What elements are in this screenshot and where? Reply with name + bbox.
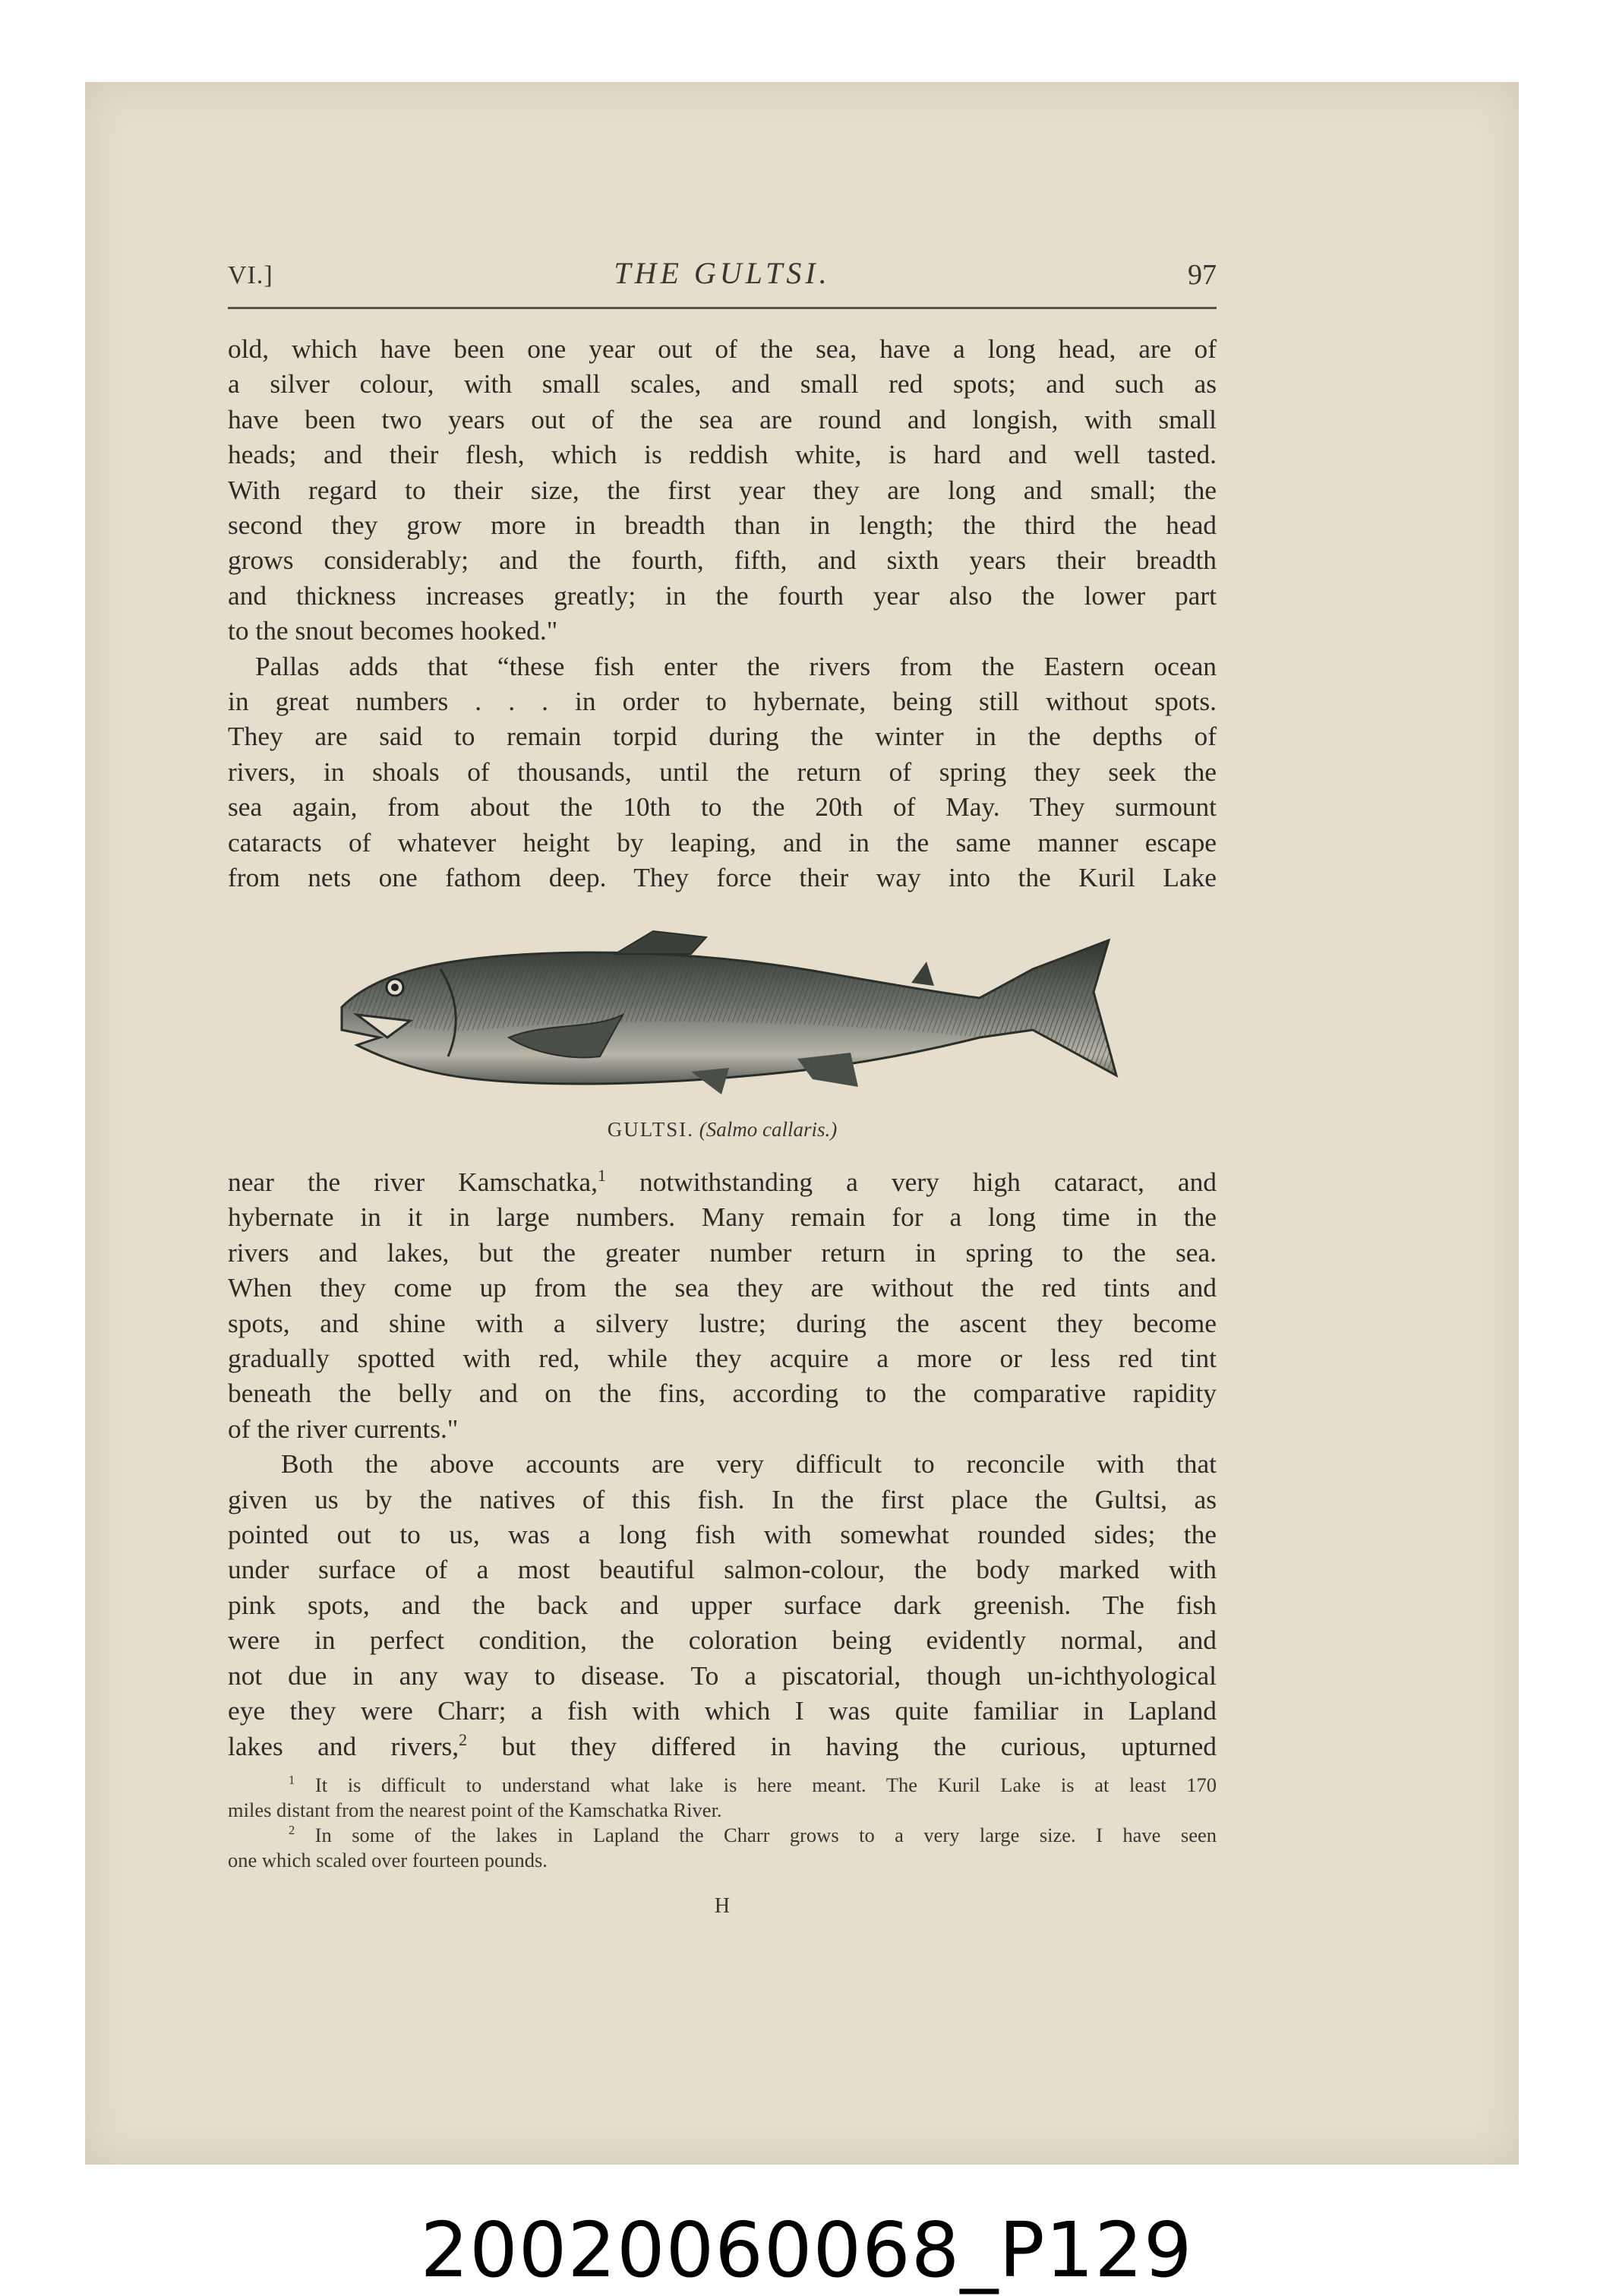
text-block-bottom xyxy=(228,1164,1217,1764)
fish-illustration xyxy=(327,924,1154,1106)
text-line: in great numbers . . . in order to hybernate, being still without spots. xyxy=(228,686,1217,717)
text-line: heads; and their flesh, which is reddish white, is hard and well tasted. xyxy=(228,439,1217,470)
text-span: lakes and rivers, xyxy=(228,1730,459,1761)
chapter-marker: VI.] xyxy=(228,261,273,289)
text-line: cataracts of whatever height by leaping, and in the same manner escape xyxy=(228,826,1217,857)
text-line: rivers and lakes, but the greater number return in spring to the sea. xyxy=(228,1236,1217,1268)
footnote-line: miles distant from the nearest point of the Kamschatka River. xyxy=(228,1799,722,1821)
text-line: eye they were Charr; a fish with which I was quite familiar in Lapland xyxy=(228,1695,1217,1726)
header-rule xyxy=(228,307,1217,309)
caption-name: GULTSI. xyxy=(607,1118,694,1141)
text-line: and thickness increases greatly; in the fourth year also the lower part xyxy=(228,580,1217,611)
footnote-ref: 2 xyxy=(459,1729,468,1749)
text-line: gradually spotted with red, while they acquire a more or less red tint xyxy=(228,1343,1217,1374)
text-line: rivers, in shoals of thousands, until the return of spring they seek the xyxy=(228,756,1217,787)
text-line: Both the above accounts are very difficult to reconcile with that xyxy=(281,1448,1217,1480)
figure-caption xyxy=(228,1118,1217,1142)
text-line: pink spots, and the back and upper surface dark greenish. The fish xyxy=(228,1589,1217,1620)
text-line: old, which have been one year out of the sea, have a long head, are of xyxy=(228,333,1217,364)
text-line: not due in any way to disease. To a piscatorial, though un-ichthyological xyxy=(228,1660,1217,1691)
text-line: given us by the natives of this fish. In the first place the Gultsi, as xyxy=(228,1483,1217,1514)
footnote-line: one which scaled over fourteen pounds. xyxy=(228,1849,548,1871)
footnote-line xyxy=(228,1773,1217,1798)
text-line: a silver colour, with small scales, and small red spots; and such as xyxy=(228,368,1217,400)
caption-latin: (Salmo callaris.) xyxy=(699,1118,838,1141)
text-line: second they grow more in breadth than in length; the third the head xyxy=(228,510,1217,541)
text-line: hybernate in it in large numbers. Many remain for a long time in the xyxy=(228,1202,1217,1233)
footnote-line xyxy=(228,1823,1217,1848)
archive-id-label: 20020060068_P129 xyxy=(420,2206,1193,2294)
footnote-text: It is difficult to understand what lake is here meant. The Kuril Lake is at least 170 xyxy=(295,1773,1217,1796)
text-line: spots, and shine with a silvery lustre; during the ascent they become xyxy=(228,1307,1217,1338)
footnotes xyxy=(228,1773,1217,1873)
text-span: but they differed in having the curious, upturned xyxy=(467,1730,1217,1761)
text-line: pointed out to us, was a long fish with somewhat rounded sides; the xyxy=(228,1519,1217,1550)
text-line: of the river currents." xyxy=(228,1413,459,1444)
text-line: from nets one fathom deep. They force their way into the Kuril Lake xyxy=(228,862,1217,893)
text-span: notwithstanding a very high cataract, and xyxy=(605,1167,1217,1197)
text-line: grows considerably; and the fourth, fifth, and sixth years their breadth xyxy=(228,545,1217,576)
text-line: sea again, from about the 10th to the 20th of May. They surmount xyxy=(228,791,1217,823)
text-line: Pallas adds that “these fish enter the rivers from the Eastern ocean xyxy=(255,650,1217,681)
text-line: to the snout becomes hooked." xyxy=(228,615,558,646)
text-line: With regard to their size, the first year they are long and small; the xyxy=(228,474,1217,505)
text-line xyxy=(228,1164,1217,1199)
footnote-mark: 2 xyxy=(289,1823,295,1838)
text-line: were in perfect condition, the coloration being evidently normal, and xyxy=(228,1625,1217,1656)
text-block-top xyxy=(228,331,1217,895)
page-number: 97 xyxy=(1188,259,1217,291)
text-line: beneath the belly and on the fins, according to the comparative rapidity xyxy=(228,1378,1217,1409)
text-line: When they come up from the sea they are without the red tints and xyxy=(228,1272,1217,1303)
footnote-mark: 1 xyxy=(289,1773,295,1788)
footnote-ref: 1 xyxy=(597,1165,606,1185)
text-line: have been two years out of the sea are round and longish, with small xyxy=(228,403,1217,434)
text-line xyxy=(228,1729,1217,1764)
running-title: THE GULTSI. xyxy=(614,256,831,290)
text-line: under surface of a most beautiful salmon-colour, the body marked with xyxy=(228,1554,1217,1585)
text-span: near the river Kamschatka, xyxy=(228,1167,598,1197)
footnote-text: In some of the lakes in Lapland the Charr grows to a very large size. I have seen xyxy=(295,1824,1217,1846)
running-head xyxy=(228,255,1217,301)
signature-mark: H xyxy=(714,1894,731,1918)
text-line: They are said to remain torpid during the winter in the depths of xyxy=(228,721,1217,752)
